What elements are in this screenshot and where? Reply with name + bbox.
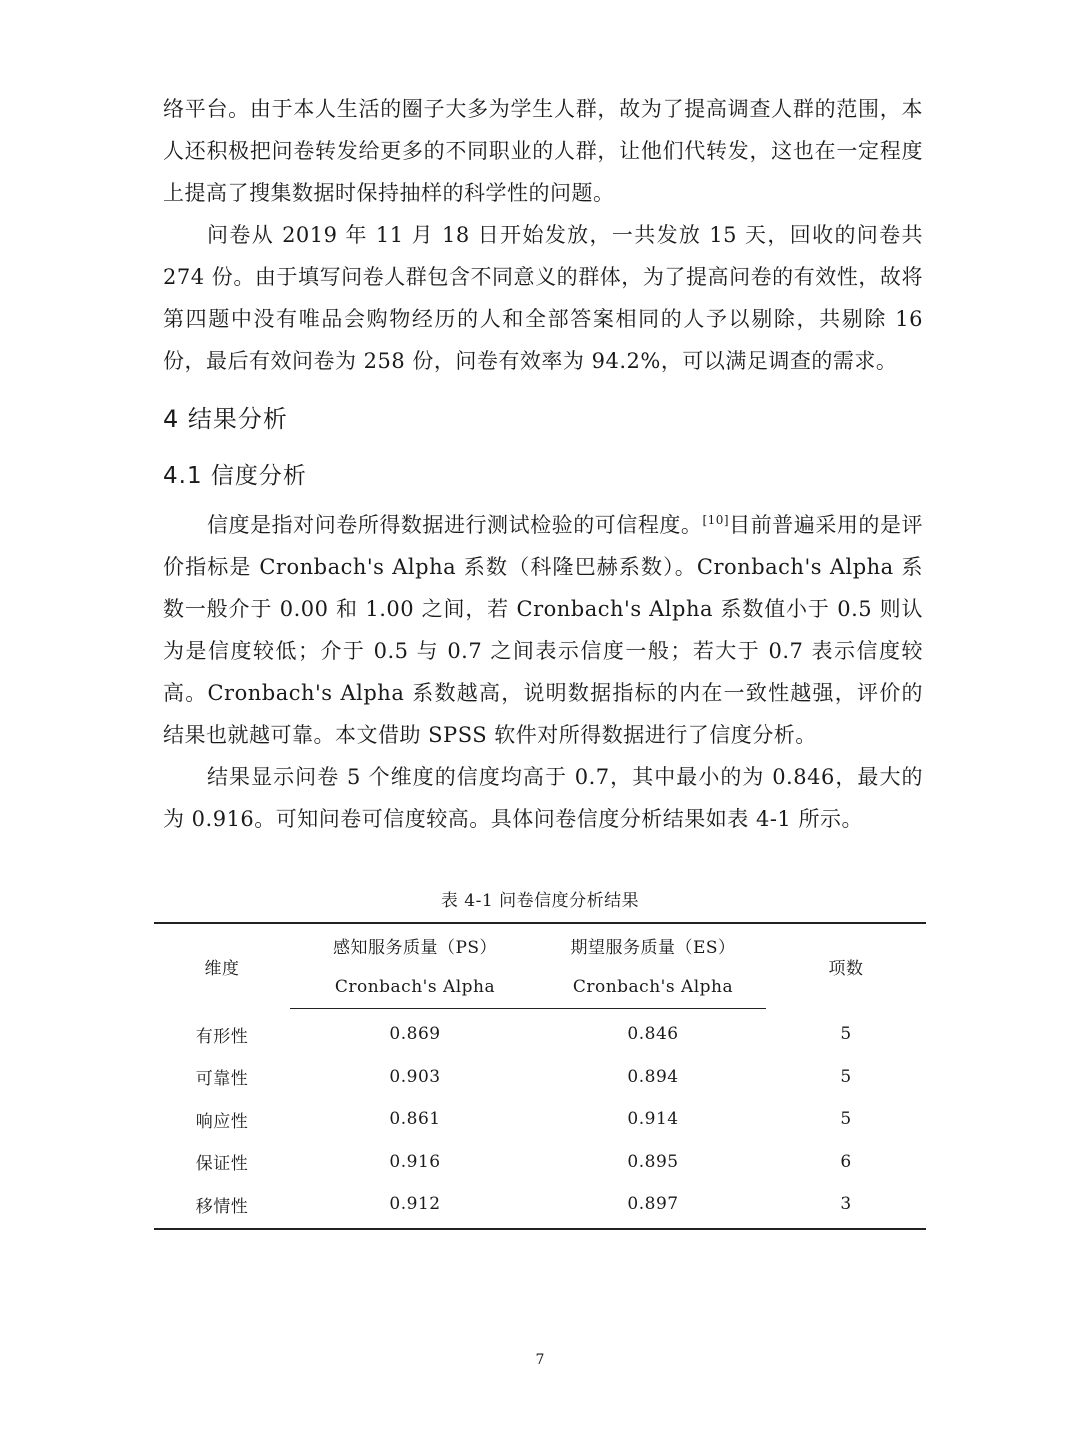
paragraph-3 (163, 504, 923, 756)
cell-dimension: 移情性 (154, 1183, 290, 1229)
paragraph-1: 络平台。由于本人生活的圈子大多为学生人群，故为了提高调查人群的范围，本人还积极把问卷转发给更多的不同职业的人群，让他们代转发，这也在一定程度上提高了搜集数据时保持抽样的科学性的问题。 (163, 97, 923, 205)
header-alpha-ps: Cronbach's Alpha (290, 966, 540, 1009)
cell-es: 0.846 (627, 1024, 679, 1045)
cell-es: 0.895 (627, 1151, 679, 1172)
page-content (163, 88, 923, 840)
table-row (154, 1009, 926, 1056)
cell-dimension: 响应性 (195, 1111, 249, 1132)
citation-reference[interactable]: [10] (702, 513, 730, 527)
section-heading-4-1: 4.1 信度分析 (163, 463, 307, 489)
cell-es: 0.914 (627, 1109, 679, 1130)
cell-dimension: 保证性 (195, 1154, 249, 1175)
paragraph-4: 结果显示问卷 5 个维度的信度均高于 0.7，其中最小的为 0.846，最大的为 0.916。可知问卷可信度较高。具体问卷信度分析结果如表 4-1 所示。 (163, 765, 923, 831)
header-ps: 感知服务质量（PS） (290, 923, 540, 966)
cell-ps: 0.869 (389, 1024, 441, 1045)
cell-items: 5 (840, 1066, 852, 1087)
cell-ps: 0.912 (290, 1183, 540, 1229)
page-number: 7 (535, 1352, 545, 1368)
table-header-row (154, 923, 926, 966)
paragraph-2: 问卷从 2019 年 11 月 18 日开始发放，一共发放 15 天，回收的问卷共 274 份。由于填写问卷人群包含不同意义的群体，为了提高问卷的有效性，故将第四题中没有唯品会购物经历的人和全部答案相同的人予以剔除，共剔除 16 份，最后有效问卷为 258 份，问卷有效率为 94.2%，可以满足调查的需求。 (163, 223, 923, 373)
table-row (154, 1056, 926, 1099)
header-alpha-es: Cronbach's Alpha (540, 966, 766, 1009)
cell-items: 5 (840, 1109, 852, 1130)
cell-es: 0.897 (540, 1183, 766, 1229)
cell-items: 5 (840, 1024, 852, 1044)
header-items: 项数 (766, 923, 926, 1009)
table-row (154, 1141, 926, 1184)
cell-ps: 0.903 (389, 1066, 441, 1087)
cell-items: 3 (766, 1183, 926, 1229)
cell-es: 0.894 (627, 1066, 679, 1087)
reliability-table (154, 922, 926, 1230)
table-caption: 表 4-1 问卷信度分析结果 (440, 891, 640, 911)
cell-items: 6 (840, 1151, 852, 1172)
cell-dimension: 有形性 (195, 1026, 249, 1047)
header-dimension: 维度 (154, 923, 290, 1009)
table-row (154, 1183, 926, 1229)
section-heading-4: 4 结果分析 (163, 405, 288, 433)
cell-dimension: 可靠性 (195, 1069, 249, 1090)
paragraph-3-part-1: 信度是指对问卷所得数据进行测试检验的可信程度。 (207, 513, 703, 537)
cell-ps: 0.916 (389, 1151, 441, 1172)
paragraph-3-part-2: 目前普遍采用的是评价指标是 Cronbach's Alpha 系数（科隆巴赫系数）。Cronbach's Alpha 系数一般介于 0.00 和 1.00 之间，若 Cronbach's Alpha 系数值小于 0.5 则认为是信度较低；介于 0.5 与 0.7 之间表示信度一般；若大于 0.7 表示信度较高。Cronbach's Alpha 系数越高，说明数据指标的内在一致性越强，评价的结果也就越可靠。本文借助 SPSS 软件对所得数据进行了信度分析。 (163, 513, 924, 747)
table-row (154, 1098, 926, 1141)
cell-ps: 0.861 (389, 1109, 441, 1130)
header-es: 期望服务质量（ES） (540, 923, 766, 966)
